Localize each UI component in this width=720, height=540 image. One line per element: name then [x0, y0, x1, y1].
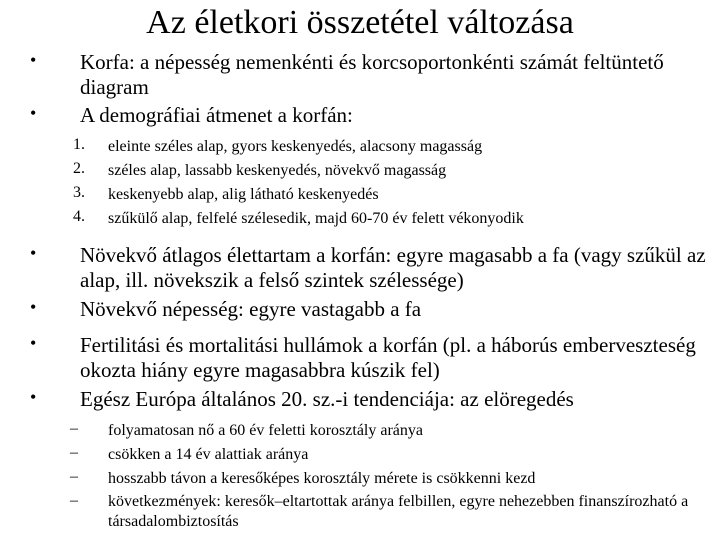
item-text: széles alap, lassabb keskenyedés, növekvő magasság	[108, 162, 447, 179]
item-text: következmények: keresők–eltartottak aránya felbillen, egyre nehezebben finanszírozható a társadalombiztosítás	[108, 493, 689, 530]
bullet-text: Növekvő népesség: egyre vastagabb a fa	[80, 297, 422, 321]
bullet-marker: •	[30, 297, 37, 317]
item-text: szűkülő alap, felfelé szélesedik, majd 60-70 év felett vékonyodik	[108, 210, 524, 227]
item-number: 3.	[73, 184, 85, 201]
item-text: folyamatosan nő a 60 év feletti korosztály aránya	[108, 422, 423, 439]
item-number: 1.	[73, 136, 85, 153]
slide-title: Az életkori összetétel változása	[146, 4, 574, 41]
dash-marker: –	[70, 468, 78, 485]
bullet-text: Fertilitási és mortalitási hullámok a korfán (pl. a háborús emberveszteség okozta hiány egyre magasabbra kúszik fel)	[80, 333, 696, 382]
bullet-text: Korfa: a népesség nemenkénti és korcsoportonkénti számát feltüntető diagram	[80, 50, 664, 99]
bullet-text: A demográfiai átmenet a korfán:	[80, 103, 353, 127]
item-text: eleinte széles alap, gyors keskenyedés, alacsony magasság	[108, 138, 483, 155]
item-number: 2.	[73, 160, 85, 177]
bullet-marker: •	[30, 103, 37, 123]
bullet-text: Növekvő átlagos élettartam a korfán: egyre magasabb a fa (vagy szűkül az alap, ill. növekszik a felső szintek szélessége)	[80, 243, 706, 292]
bullet-marker: •	[30, 333, 37, 353]
dash-marker: –	[70, 420, 78, 437]
item-text: keskenyebb alap, alig látható keskenyedés	[108, 186, 379, 203]
item-text: csökken a 14 év alattiak aránya	[108, 446, 309, 463]
bullet-marker: •	[30, 50, 37, 70]
bullet-text: Egész Európa általános 20. sz.-i tendenciája: az elöregedés	[80, 387, 574, 411]
dash-marker: –	[70, 492, 78, 509]
bullet-marker: •	[30, 243, 37, 263]
item-number: 4.	[73, 208, 85, 225]
item-text: hosszabb távon a keresőképes korosztály mérete is csökkenni kezd	[108, 470, 536, 487]
dash-marker: –	[70, 444, 78, 461]
bullet-marker: •	[30, 387, 37, 407]
